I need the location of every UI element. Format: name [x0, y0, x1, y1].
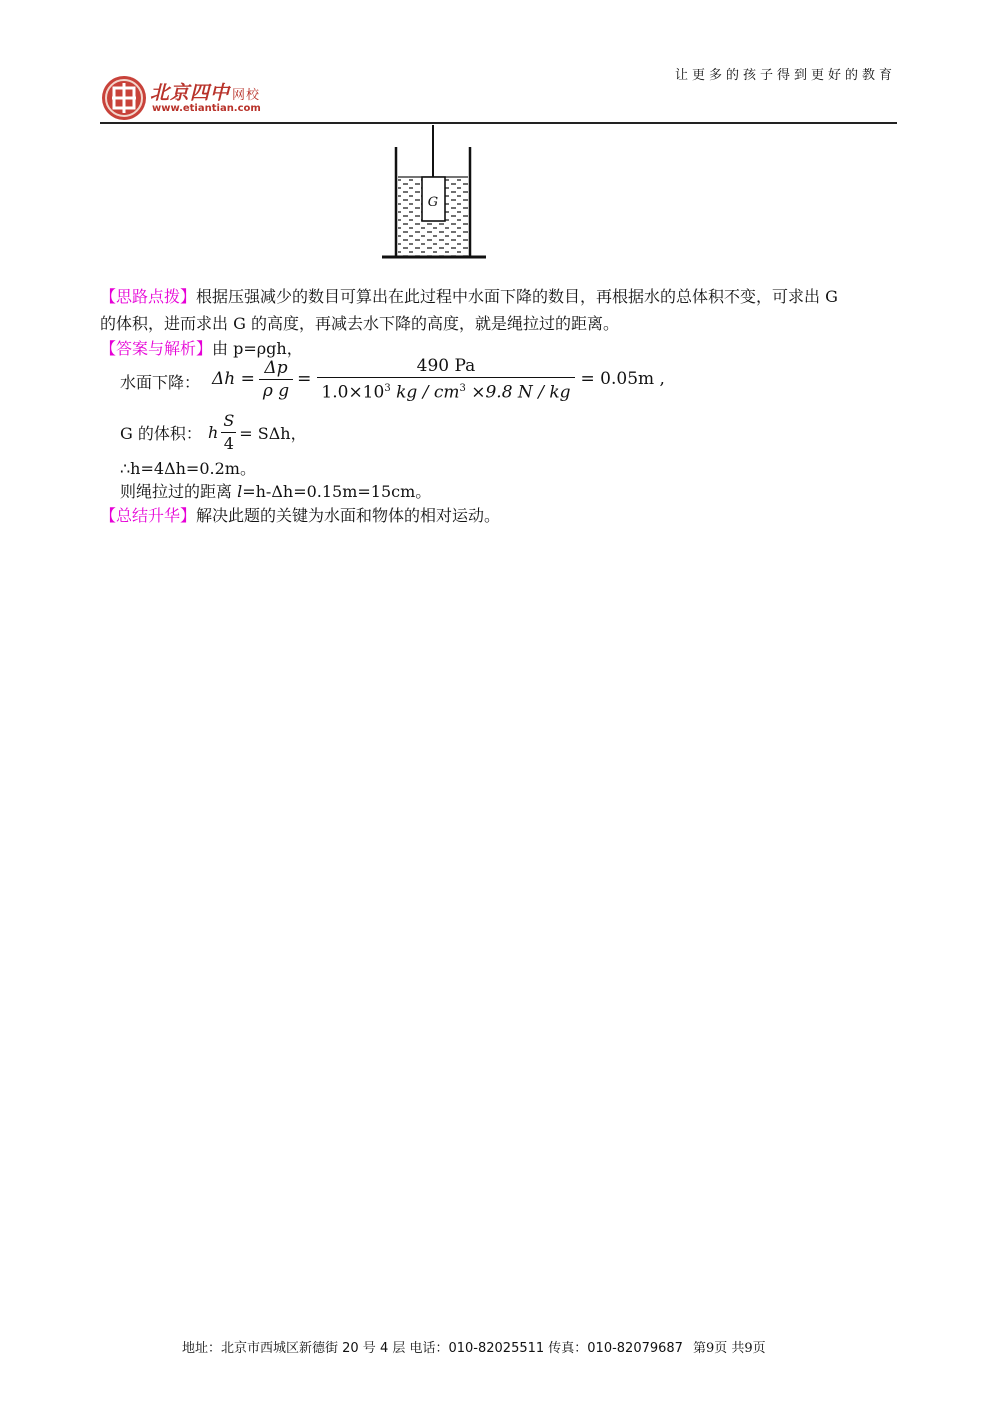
brand-suffix: 网校: [232, 88, 261, 103]
volume-formula: [208, 410, 307, 455]
drop-frac1-num: Δp: [264, 357, 288, 378]
drop-frac1-den: ρ g: [262, 380, 290, 401]
pull-prefix: 则绳拉过的距离: [120, 482, 238, 501]
volume-den: 4: [223, 434, 234, 453]
drop-frac2-den-a: 1.0×10: [321, 382, 385, 403]
volume-frac: [221, 410, 236, 455]
page-footer: [182, 1337, 766, 1356]
therefore-line: ∴h=4Δh=0.2m。: [120, 459, 256, 478]
hint-line-2: 的体积，进而求出 G 的高度，再减去水下降的高度，就是绳拉过的距离。: [100, 314, 619, 333]
volume-h: h: [208, 423, 219, 442]
container-diagram: [378, 125, 496, 265]
footer-page-info: 第9页 共9页: [692, 1341, 766, 1356]
brand-name: [150, 78, 260, 105]
drop-frac2-den-b: kg / cm: [390, 382, 460, 403]
pull-line: [120, 482, 431, 502]
drop-frac2-den-exp: 3: [384, 383, 391, 394]
drop-eq: =: [297, 369, 312, 390]
header-slogan: 让更多的孩子得到更好的教育: [674, 68, 896, 83]
drop-frac1: [259, 357, 293, 402]
volume-rhs: = SΔh，: [239, 424, 307, 443]
block-g-label: G: [427, 195, 439, 210]
answer-tag: 【答案与解析】: [100, 339, 213, 358]
drop-formula: [212, 355, 665, 404]
drop-frac2-den-exp2: 3: [459, 383, 466, 394]
hint-text-1: 根据压强减少的数目可算出在此过程中水面下降的数目，再根据水的总体积不变，可求出 G: [196, 287, 838, 306]
drop-frac2-den: [317, 378, 574, 404]
drop-frac2-den-c: ×9.8 N / kg: [465, 382, 571, 403]
drop-lhs: Δh =: [212, 369, 255, 390]
header-divider: [100, 122, 897, 124]
drop-result: = 0.05m ,: [580, 369, 665, 390]
drop-label: 水面下降：: [120, 373, 201, 392]
school-logo-icon: [100, 74, 148, 122]
summary-tag: 【总结升华】: [100, 506, 197, 525]
drop-frac2: [317, 355, 574, 404]
pull-rest: =h-Δh=0.15m=15cm。: [242, 482, 432, 501]
drop-frac2-num: 490 Pa: [416, 356, 476, 376]
hint-line-1: [100, 287, 838, 307]
summary-text: 解决此题的关键为水面和物体的相对运动。: [196, 506, 501, 525]
hint-tag: 【思路点拨】: [100, 287, 197, 306]
pull-var: l: [237, 482, 243, 501]
summary-line: [100, 506, 500, 526]
volume-num: S: [223, 411, 235, 430]
answer-text: 由 p=ρgh，: [212, 339, 303, 358]
brand-url: www.etiantian.com: [152, 103, 261, 114]
footer-address: 地址：北京市西城区新德街 20 号 4 层 电话：010-82025511 传真：010-82079687: [182, 1341, 683, 1356]
volume-label: G 的体积：: [120, 424, 202, 443]
brand-name-text: 北京四中: [150, 82, 231, 104]
